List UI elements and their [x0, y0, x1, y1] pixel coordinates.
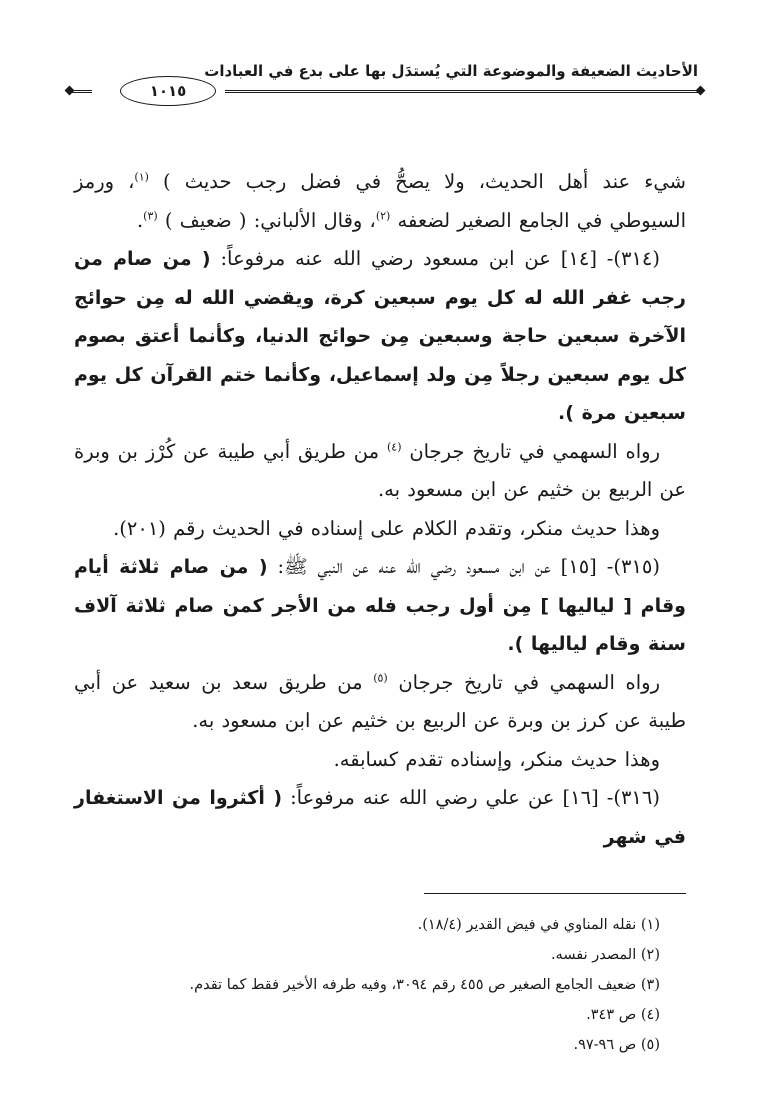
paragraph-verdict-315: وهذا حديث منكر، وإسناده تقدم كسابقه. — [333, 747, 660, 771]
footnote-ref: (٥) — [373, 671, 388, 684]
header-rule-left — [72, 90, 92, 93]
main-text — [74, 163, 686, 856]
footnote-1: (١) نقله المناوي في فيض القدير (١٨/٤). — [417, 917, 660, 933]
paragraph-verdict-314: وهذا حديث منكر، وتقدم الكلام على إسناده في الحديث رقم (٢٠١). — [113, 516, 660, 540]
footnote-3: (٣) ضعيف الجامع الصغير ص ٤٥٥ رقم ٣٠٩٤، وفيه طرفه الأخير فقط كما تقدم. — [189, 977, 660, 993]
header-rule — [225, 90, 700, 93]
footnote-ref: (٤) — [386, 440, 402, 453]
hadith-number: (٣١٦)- [١٦] — [562, 786, 660, 809]
footnote-ref: (٢) — [375, 209, 391, 222]
running-header — [60, 60, 700, 100]
hadith-text: ( من صام ثلاثة أيام وقام [ لياليها ] مِن أول رجب فله من الأجر كمن صام ثلاثة آلاف سنة وقام لياليها ). — [74, 556, 686, 655]
footnotes — [80, 910, 660, 1060]
hadith-text: ( أكثروا من الاستغفار في شهر — [74, 787, 686, 848]
hadith-number: (٣١٥)- [١٥] — [560, 555, 660, 578]
hadith-text: ( من صام من رجب غفر الله له كل يوم سبعين كرة، ويقضي الله له مِن حوائج الآخرة سبعين حاجة وسبعين مِن حوائج الدنيا، وكأنما أعتق بصوم كل يوم سبعين رجلاً مِن ولد إسماعيل، وكأنما ختم القرآن كل يوم سبعين مرة ). — [74, 248, 686, 424]
diamond-ornament-icon — [65, 86, 75, 96]
paragraph-source-314: رواه السهمي في تاريخ جرجان $^{(٤)}$ من طريق أبي طيبة عن كُرْز بن وبرة عن الربيع بن خثيم عن ابن مسعود به. — [74, 439, 686, 501]
footnote-ref: (٣) — [143, 209, 158, 222]
paragraph-1: شيء عند أهل الحديث، ولا يصحُّ في فضل رجب حديث ) $^{(١)}$، ورمز السيوطي في الجامع الصغير لضعفه $^{(٢)}$، وقال الألباني: ( ضعيف ) $^{(٣)}$. — [74, 170, 687, 232]
hadith-316: (٣١٦)- [١٦] عن علي رضي الله عنه مرفوعاً: ( أكثروا من الاستغفار في شهر — [74, 786, 686, 848]
hadith-number: (٣١٤)- [١٤] — [560, 247, 660, 270]
paragraph-source-315: رواه السهمي في تاريخ جرجان $^{(٥)}$ من طريق سعد بن سعيد عن أبي طيبة عن كرز بن وبرة عن الربيع بن خثيم عن ابن مسعود به. — [74, 670, 686, 732]
footnote-ref: (١) — [134, 170, 149, 184]
hadith-315: (٣١٥)- [١٥] عن ابن مسعود رضي الله عنه عن النبي ﷺ: ( من صام ثلاثة أيام وقام [ لياليها ] مِن أول رجب فله من الأجر كمن صام ثلاثة آلاف سنة وقام لياليها ). — [74, 555, 686, 655]
footnote-2: (٢) المصدر نفسه. — [550, 947, 660, 963]
footnote-separator — [424, 893, 686, 894]
page-number: ١٠١٥ — [120, 76, 216, 106]
diamond-ornament-icon — [696, 86, 706, 96]
hadith-314: (٣١٤)- [١٤] عن ابن مسعود رضي الله عنه مرفوعاً: ( من صام من رجب غفر الله له كل يوم سبعين كرة، ويقضي الله له مِن حوائج الآخرة سبعين حاجة وسبعين مِن حوائج الدنيا، وكأنما أعتق بصوم كل يوم سبعين رجلاً مِن ولد إسماعيل، وكأنما ختم القرآن كل يوم سبعين مرة ). — [74, 247, 686, 424]
header-title: الأحاديث الضعيفة والموضوعة التي يُستدَل بها على بدع في العبادات — [204, 62, 698, 80]
footnote-4: (٤) ص ٣٤٣. — [586, 1007, 660, 1023]
footnote-5: (٥) ص ٩٦-٩٧. — [573, 1037, 660, 1053]
